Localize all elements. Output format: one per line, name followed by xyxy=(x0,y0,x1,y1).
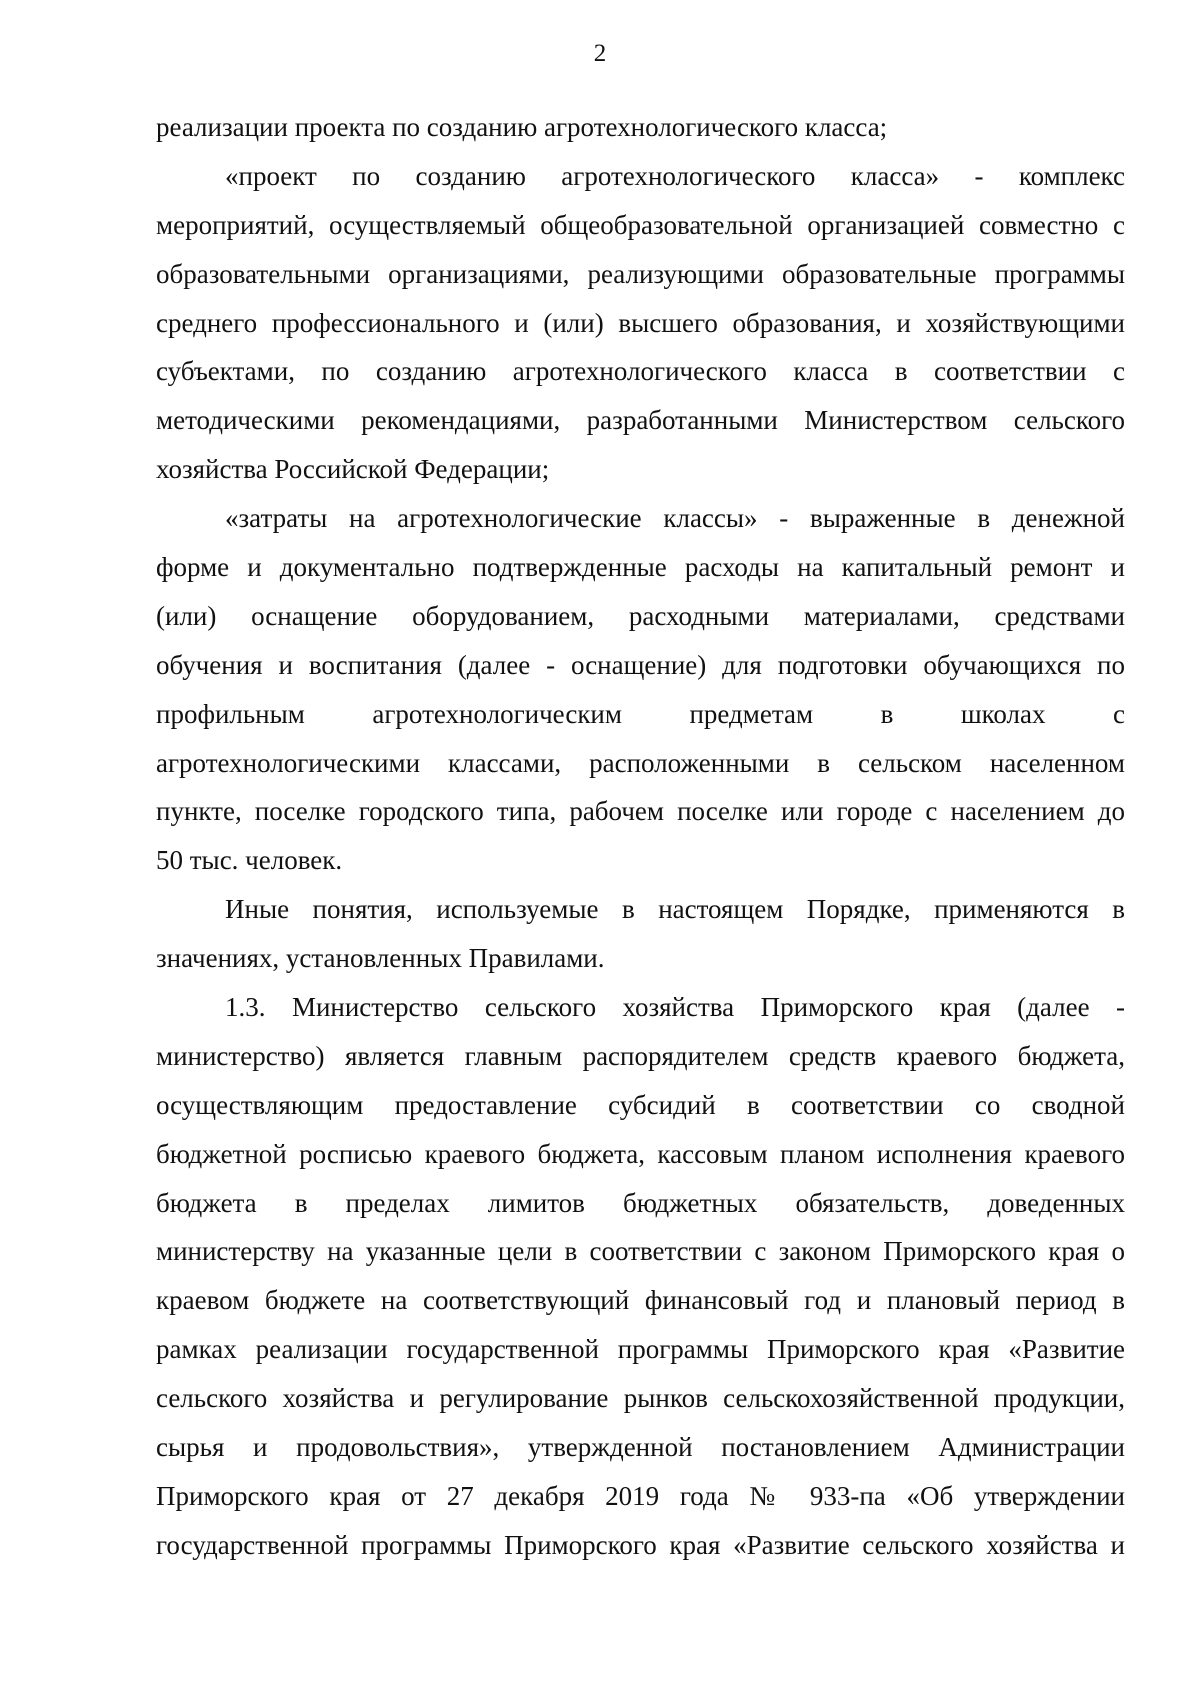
text-line: субъектами, по созданию агротехнологического класса в соответствии с xyxy=(156,356,1125,387)
text-line: среднего профессионального и (или) высшего образования, и хозяйствующими xyxy=(156,307,1125,338)
text-line: сельского хозяйства и регулирование рынков сельскохозяйственной продукции, xyxy=(156,1383,1125,1414)
text-line: государственной программы Приморского края «Развитие сельского хозяйства и xyxy=(156,1529,1125,1560)
text-line: бюджетной росписью краевого бюджета, кассовым планом исполнения краевого xyxy=(156,1138,1125,1169)
text-line: осуществляющим предоставление субсидий в соответствии со сводной xyxy=(156,1089,1125,1120)
text-line: Иные понятия, используемые в настоящем Порядке, применяются в xyxy=(225,894,1125,925)
text-line: рамках реализации государственной программы Приморского края «Развитие xyxy=(156,1334,1125,1365)
text-line: министерству на указанные цели в соответствии с законом Приморского края о xyxy=(156,1236,1125,1267)
text-line: методическими рекомендациями, разработанными Министерством сельского xyxy=(156,405,1125,436)
text-line: мероприятий, осуществляемый общеобразовательной организацией совместно с xyxy=(156,209,1125,240)
text-line: хозяйства Российской Федерации; xyxy=(156,454,550,485)
text-line: (или) оснащение оборудованием, расходными материалами, средствами xyxy=(156,600,1125,631)
text-line: образовательными организациями, реализующими образовательные программы xyxy=(156,258,1125,289)
text-line: «проект по созданию агротехнологического класса» - комплекс xyxy=(225,160,1125,191)
page-number: 2 xyxy=(593,40,607,67)
text-line: министерство) является главным распорядителем средств краевого бюджета, xyxy=(156,1040,1125,1071)
text-line: обучения и воспитания (далее - оснащение) для подготовки обучающихся по xyxy=(156,649,1125,680)
text-line: бюджета в пределах лимитов бюджетных обязательств, доведенных xyxy=(156,1187,1125,1218)
document-body xyxy=(156,103,1125,1570)
text-line: Приморского края от 27 декабря 2019 года № 933-па «Об утверждении xyxy=(156,1480,1125,1511)
text-line: «затраты на агротехнологические классы» - выраженные в денежной xyxy=(225,503,1125,534)
text-line: 1.3. Министерство сельского хозяйства Приморского края (далее - xyxy=(225,992,1125,1023)
text-line: 50 тыс. человек. xyxy=(156,845,343,876)
text-line: краевом бюджете на соответствующий финансовый год и плановый период в xyxy=(156,1285,1125,1316)
text-line: значениях, установленных Правилами. xyxy=(156,943,605,974)
text-line: реализации проекта по созданию агротехнологического класса; xyxy=(156,112,888,142)
text-line: профильным агротехнологическим предметам в школах с xyxy=(156,698,1125,729)
text-line: агротехнологическими классами, расположенными в сельском населенном xyxy=(156,747,1125,778)
text-line: форме и документально подтвержденные расходы на капитальный ремонт и xyxy=(156,552,1125,583)
text-line: сырья и продовольствия», утвержденной постановлением Администрации xyxy=(156,1432,1125,1463)
text-line: пункте, поселке городского типа, рабочем поселке или городе с населением до xyxy=(156,796,1125,827)
